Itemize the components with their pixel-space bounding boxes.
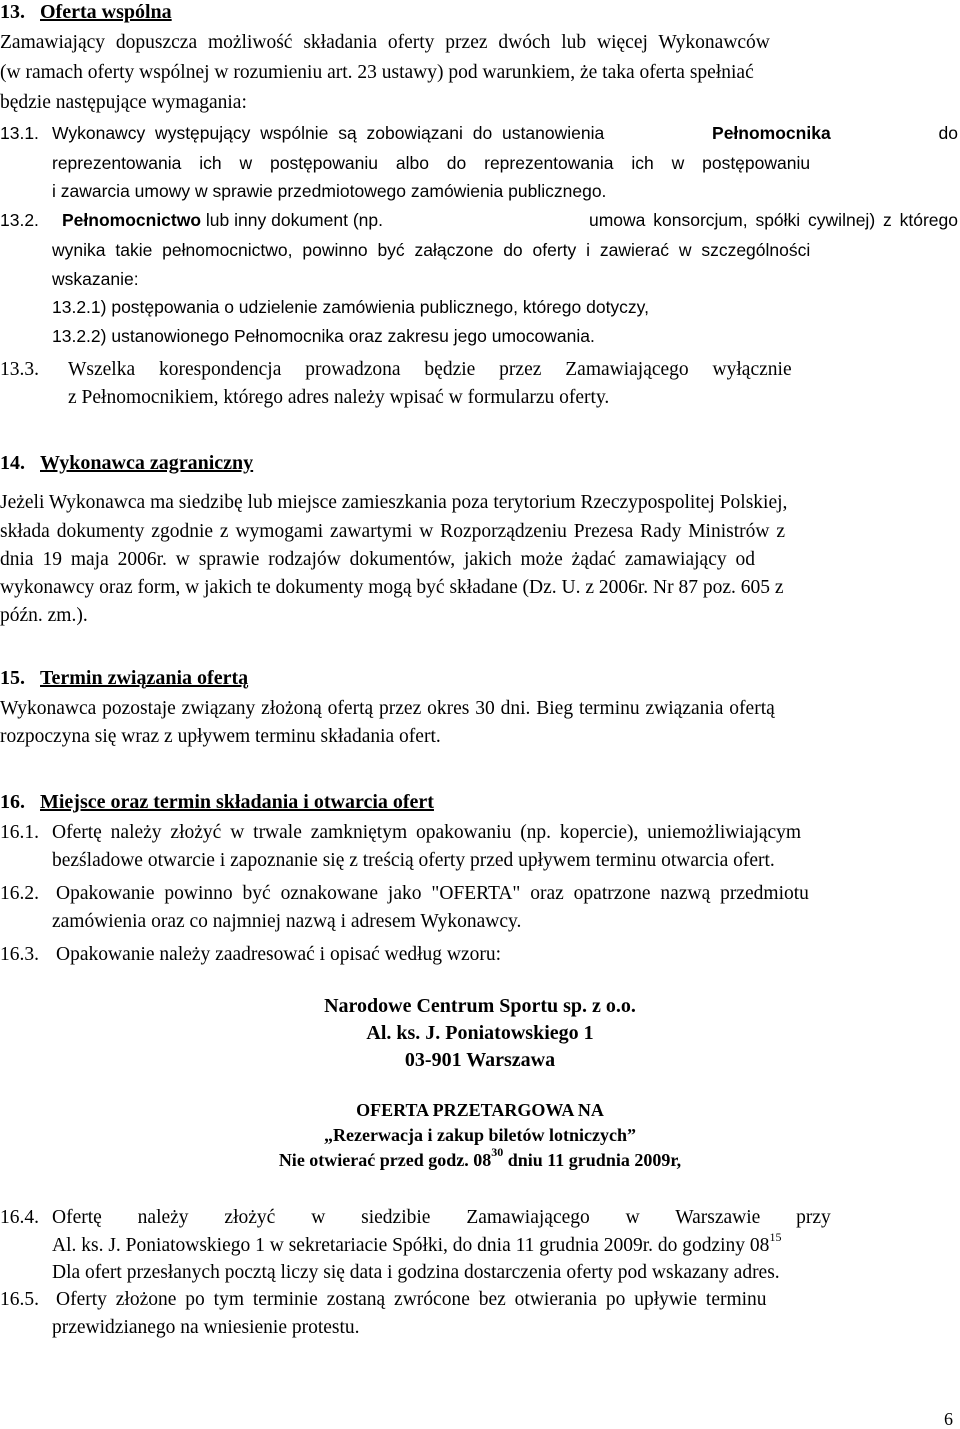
section-title: Wykonawca zagraniczny [40,452,254,474]
paragraph-line: będzie następujące wymagania: [0,92,247,113]
paragraph-line: Jeżeli Wykonawca ma siedzibę lub miejsce zamieszkania poza terytorium Rzeczypospolitej Polskiej, [0,492,788,513]
address-line: 03-901 Warszawa [404,1049,556,1071]
paragraph-line: Oferty złożone po tym terminie zostaną zwrócone bez otwierania po upływie terminu [56,1289,767,1310]
paragraph-line: Wszelka korespondencja prowadzona będzie przez Zamawiającego wyłącznie [68,359,792,380]
section-title: Termin związania ofertą [40,667,249,689]
paragraph-line [0,33,958,53]
section-16-heading [0,792,434,812]
paragraph-line: Opakowanie powinno być oznakowane jako "OFERTA" oraz opatrzone nazwą przedmiotu [56,883,809,904]
paragraph-line [52,125,958,143]
paragraph-line: reprezentowania ich w postępowaniu albo do reprezentowania ich w postępowaniu [52,153,811,173]
text-run: Al. ks. J. Poniatowskiego 1 w sekretariacie Spółki, do dnia 11 grudnia 2009r. do godziny 08 [52,1235,770,1256]
paragraph-line: późn. zm.). [0,605,88,626]
paragraph-line: Ofertę należy złożyć w siedzibie Zamawiającego w Warszawie przy [52,1207,831,1228]
paragraph-line: składa dokumenty zgodnie z wymogami zawartymi w Rozporządzeniu Prezesa Rady Ministrów z [0,521,785,542]
section-15-heading [0,668,248,688]
address-line: Al. ks. J. Poniatowskiego 1 [366,1022,594,1044]
paragraph-line: przewidzianego na wniesienie protestu. [52,1317,360,1338]
subitem-line: 13.2.2) ustanowionego Pełnomocnika oraz zakresu jego umocowania. [52,326,595,346]
text-run: Wykonawcy występujący wspólnie są zobowiązani do ustanowienia [52,123,605,143]
paragraph-line: wskazanie: [52,269,139,289]
paragraph-line [62,212,958,230]
envelope-label-line: „Rezerwacja i zakup biletów lotniczych” [324,1125,636,1145]
paragraph-line: Dla ofert przesłanych pocztą liczy się data i godzina dostarczenia oferty pod wskazany adres. [52,1262,780,1283]
text-run: dniu 11 grudnia 2009r, [503,1150,682,1170]
item-number: 16.5. [0,1289,39,1310]
bold-term: Pełnomocnika [712,123,831,143]
section-13-heading [0,2,172,22]
paragraph-line: bezśladowe otwarcie i zapoznanie się z treścią oferty przed upływem terminu otwarcia ofert. [52,850,775,871]
paragraph-line: zamówienia oraz co najmniej nazwą i adresem Wykonawcy. [52,911,522,932]
item-number: 16.1. [0,822,39,843]
paragraph-line: Opakowanie należy zaadresować i opisać według wzoru: [56,944,502,965]
item-number: 16.3. [0,944,39,965]
text-run: umowa konsorcjum, spółki cywilnej) z którego [588,210,958,230]
item-number: 16.2. [0,883,39,904]
section-title: Miejsce oraz termin składania i otwarcia ofert [40,791,434,813]
section-number: 16. [0,791,25,813]
superscript: 15 [769,1230,782,1244]
subitem-line: 13.2.1) postępowania o udzielenie zamówienia publicznego, którego dotyczy, [52,297,649,317]
text-run: Nie otwierać przed godz. 08 [278,1150,492,1170]
text-run [62,212,383,230]
item-number: 16.4. [0,1207,39,1228]
paragraph-line: (w ramach oferty wspólnej w rozumieniu art. 23 ustawy) pod warunkiem, że taka oferta spełniać [0,62,754,83]
item-number: 13.3. [0,359,39,380]
paragraph-line: dnia 19 maja 2006r. w sprawie rodzajów dokumentów, jakich może żądać zamawiający od [0,549,755,570]
section-number: 14. [0,452,25,474]
paragraph-line: Ofertę należy złożyć w trwale zamkniętym opakowaniu (np. kopercie), uniemożliwiającym [52,822,802,843]
paragraph-line: wynika takie pełnomocnictwo, powinno być załączone do oferty i zawierać w szczególności [52,240,811,260]
item-number: 13.2. [0,210,39,230]
paragraph-line: i zawarcia umowy w sprawie przedmiotowego zamówienia publicznego. [52,181,607,201]
section-14-heading [0,453,253,473]
page-number: 6 [944,1409,953,1429]
section-number: 15. [0,667,25,689]
text-run: Zamawiający dopuszcza możliwość składania oferty przez dwóch lub więcej Wykonawców [0,32,770,53]
envelope-label-line: OFERTA PRZETARGOWA NA [356,1100,604,1120]
paragraph-line [52,1230,782,1256]
paragraph-line: Wykonawca pozostaje związany złożoną ofertą przez okres 30 dni. Bieg terminu związania ofertą [0,698,775,719]
address-line: Narodowe Centrum Sportu sp. z o.o. [324,995,636,1017]
text-run: do [938,123,958,143]
superscript: 30 [491,1145,504,1159]
paragraph-line: z Pełnomocnikiem, którego adres należy wpisać w formularzu oferty. [68,387,610,408]
item-number: 13.1. [0,123,39,143]
text-run: lub inny dokument (np. [205,210,383,230]
bold-term: Pełnomocnictwo [62,210,202,230]
envelope-label-line [0,1145,960,1170]
section-title: Oferta wspólna [40,1,172,23]
paragraph-line: rozpoczyna się wraz z upływem terminu składania ofert. [0,726,441,747]
section-number: 13. [0,1,25,23]
paragraph-line: wykonawcy oraz form, w jakich te dokumenty mogą być składane (Dz. U. z 2006r. Nr 87 poz. 605 z [0,577,784,598]
